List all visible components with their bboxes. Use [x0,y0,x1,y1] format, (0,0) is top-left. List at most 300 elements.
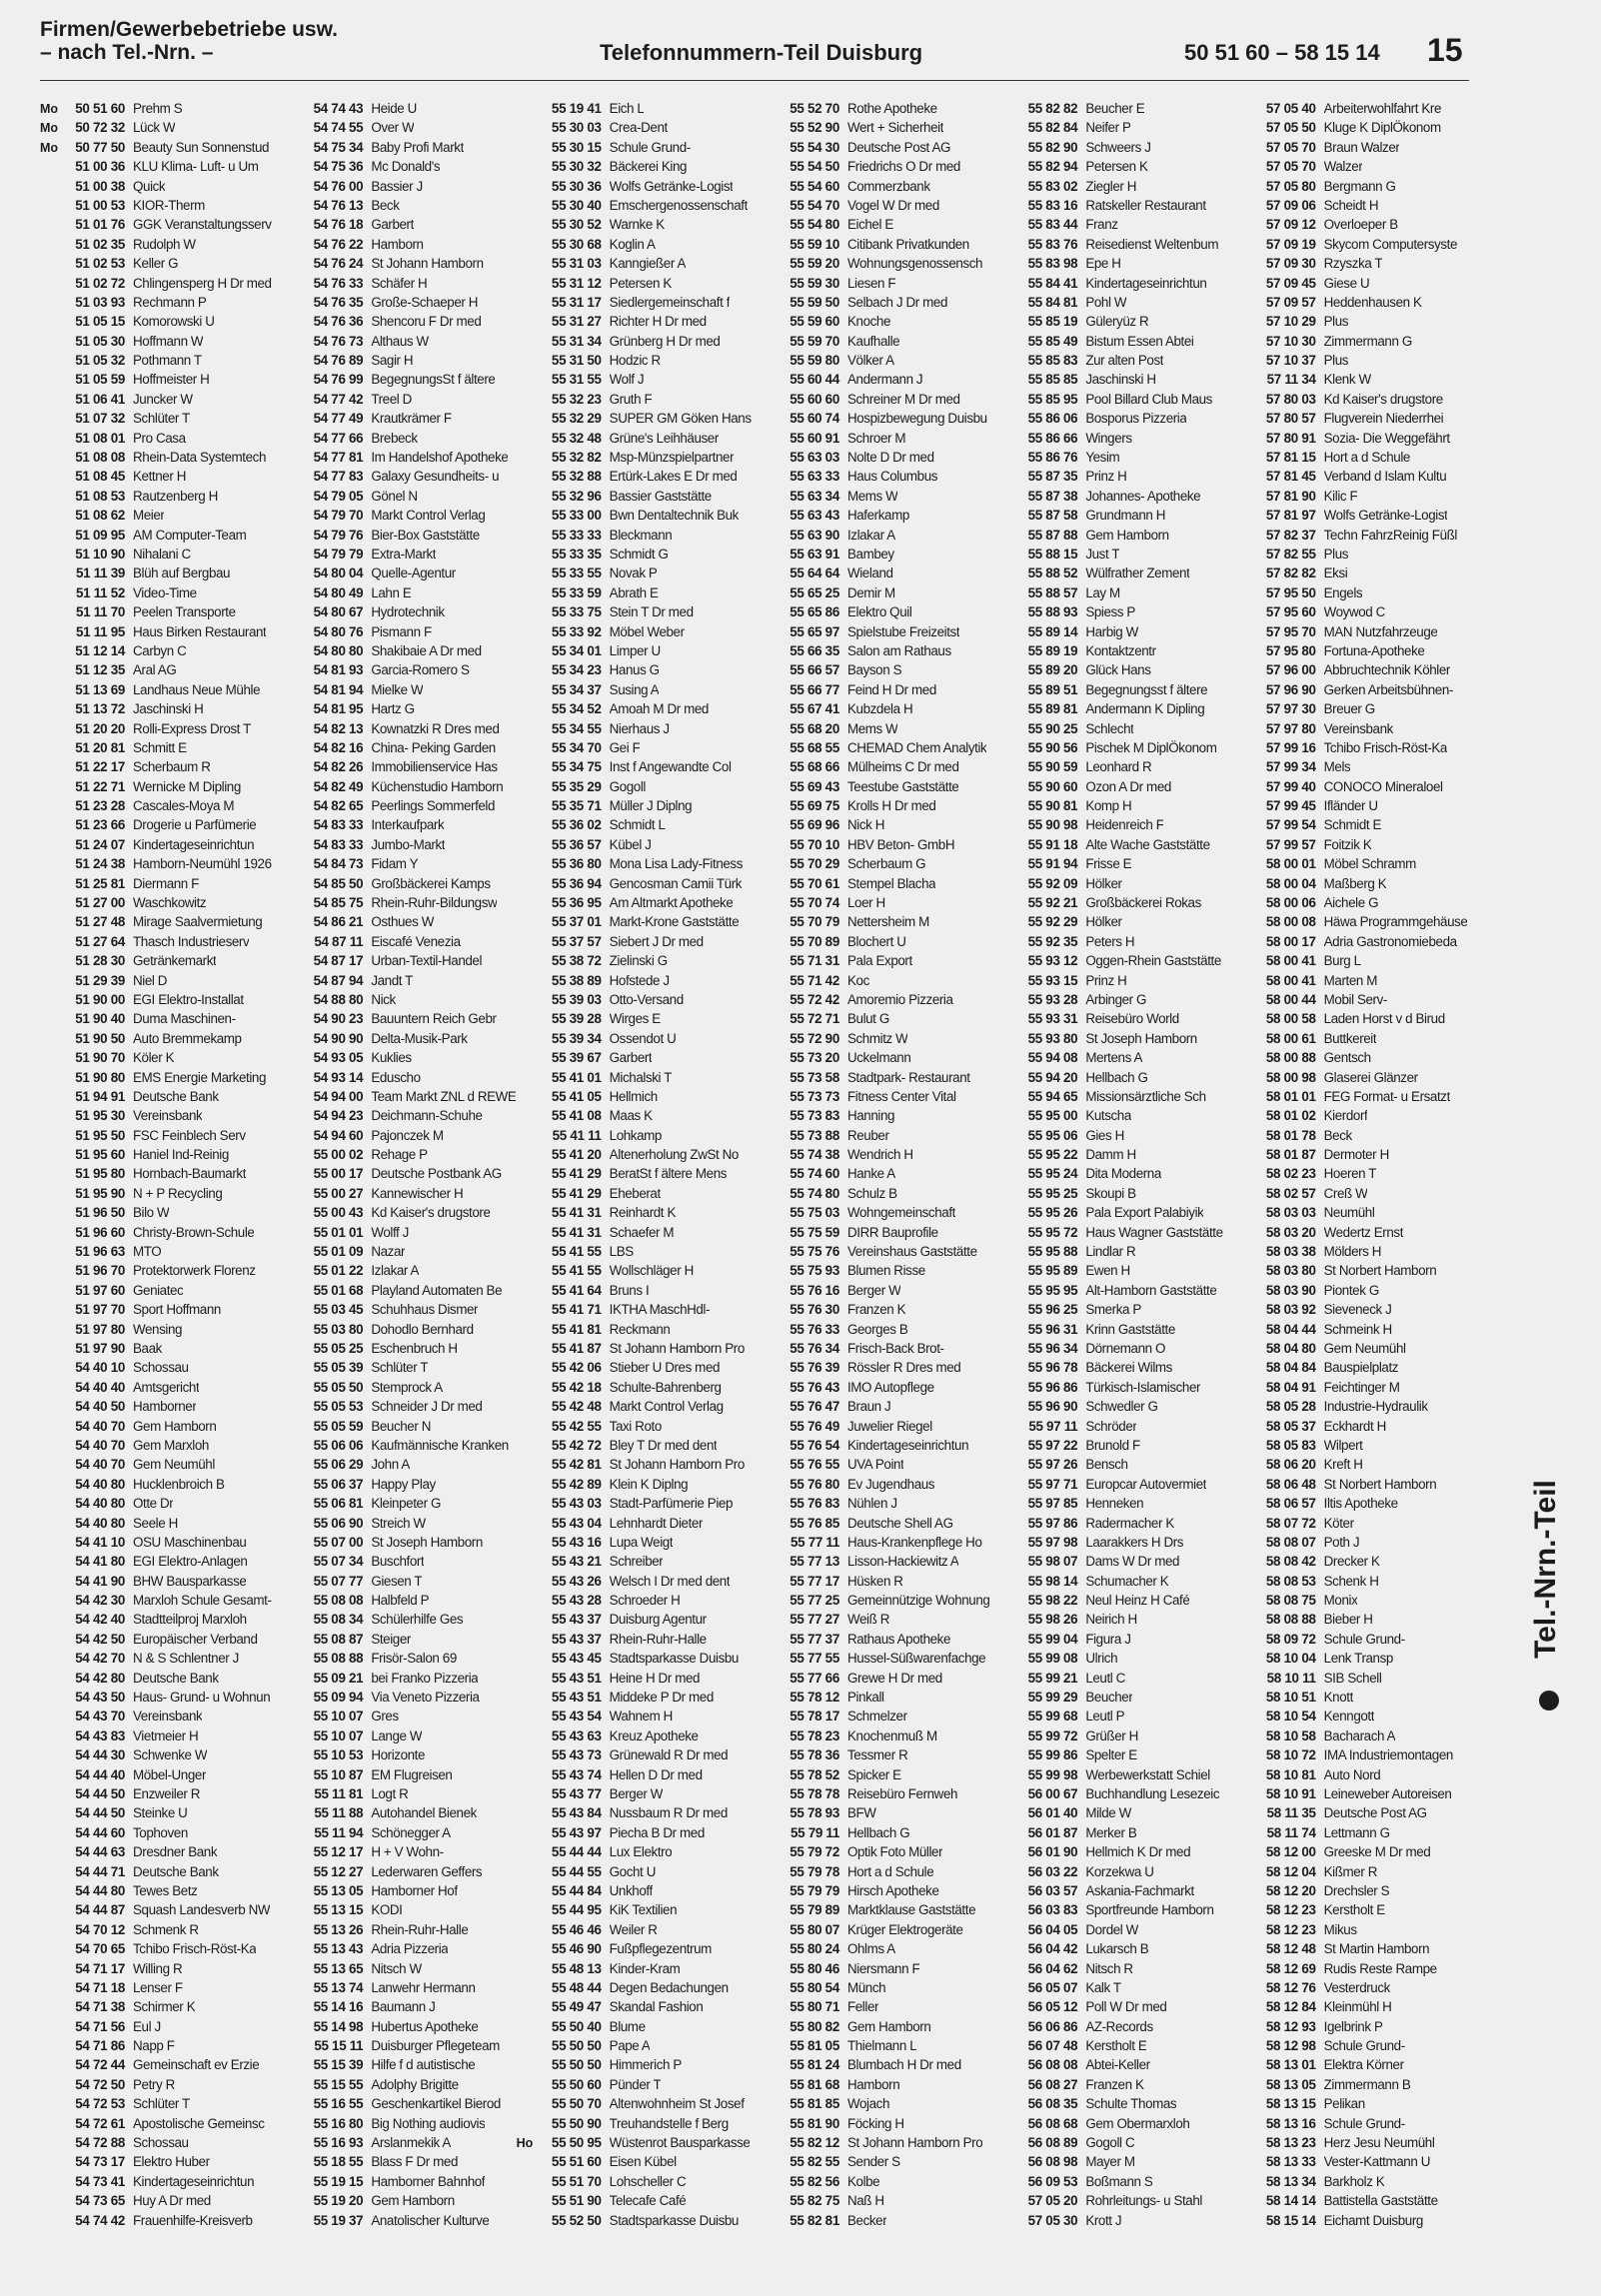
phone-number: 54 40 50 [75,1399,125,1415]
phone-number: 55 90 81 [1027,798,1078,814]
phone-number: 58 01 78 [1265,1127,1316,1143]
phone-number: 55 51 70 [551,2173,602,2189]
subscriber-name: Scherbaum R [133,759,211,775]
listing-entry [517,1145,755,1164]
subscriber-name: Gemeinnützige Wohnung [846,1593,990,1609]
phone-number: 51 95 60 [75,1147,125,1163]
subscriber-name: Kreft H [1323,1457,1363,1473]
subscriber-name: Vereinsbank [1323,720,1393,736]
listing-entry [755,1494,992,1513]
phone-number: 58 05 83 [1265,1437,1316,1453]
subscriber-name: Peerlings Sommerfeld [371,798,496,814]
subscriber-name: Hüsken R [846,1573,903,1589]
listing-entry [517,912,755,931]
listing-entry [40,1358,278,1377]
subscriber-name: Schmeink H [1323,1321,1392,1337]
subscriber-name: Schwenke W [133,1747,208,1763]
listing-entry [755,1842,992,1861]
subscriber-name: Walzer [1323,159,1363,175]
phone-number: 54 90 23 [313,1011,364,1027]
listing-entry [278,99,516,118]
subscriber-name: H + V Wohn- [371,1844,444,1860]
phone-number: 58 13 16 [1265,2115,1316,2131]
listing-entry [1231,1009,1469,1028]
listing-entry [40,390,278,409]
listing-column-1 [40,99,278,2230]
listing-entry [278,1417,516,1436]
phone-number: 55 13 15 [313,1902,364,1918]
subscriber-name: Kinder-Kram [609,1960,681,1976]
phone-number: 55 80 07 [790,1921,839,1937]
subscriber-name: Möbel Weber [609,623,685,639]
subscriber-name: Commerzbank [846,178,930,194]
phone-number: 55 82 81 [790,2212,839,2228]
listing-entry [40,118,278,137]
phone-number: 56 08 35 [1027,2096,1078,2112]
listing-entry [517,1765,755,1784]
listing-entry [1231,1745,1469,1764]
phone-number: 55 89 20 [1027,662,1078,678]
phone-number: 58 12 23 [1265,1921,1316,1937]
listing-entry [517,893,755,912]
subscriber-name: Heddenhausen K [1323,294,1422,310]
listing-entry [278,641,516,660]
listing-entry [517,409,755,428]
phone-number: 58 00 44 [1265,991,1316,1007]
listing-entry [1231,1572,1469,1591]
subscriber-name: Msp-Münzspielpartner [609,450,735,466]
phone-number: 58 13 23 [1265,2135,1316,2151]
subscriber-name: Rothe Apotheke [846,101,937,116]
phone-number: 55 41 55 [551,1263,602,1279]
phone-number: 54 86 21 [313,914,364,930]
subscriber-name: Franz [1085,217,1118,233]
phone-number: 55 01 01 [313,1224,364,1240]
phone-number: 57 80 57 [1265,411,1316,427]
phone-number: 54 76 24 [313,256,364,272]
phone-number: 55 14 98 [313,2018,364,2034]
phone-number: 55 30 68 [551,236,602,252]
phone-number: 55 43 28 [551,1593,602,1609]
phone-number: 51 97 60 [75,1282,125,1298]
phone-number: 51 90 80 [75,1069,125,1085]
listing-entry [1231,1300,1469,1319]
listing-entry [517,1669,755,1688]
phone-number: 54 94 23 [313,1108,364,1124]
phone-number: 55 07 00 [313,1534,364,1550]
subscriber-name: Prehm S [133,101,183,116]
listing-entry [1231,815,1469,834]
phone-number: 55 43 04 [551,1515,602,1531]
phone-number: 51 96 60 [75,1224,125,1240]
subscriber-name: Ossendot U [609,1030,677,1046]
subscriber-name: Stemprock A [371,1379,443,1395]
listing-entry [755,1068,992,1087]
listing-entry [517,370,755,389]
subscriber-name: St Norbert Hamborn [1323,1263,1437,1279]
subscriber-name: Unkhoff [609,1882,653,1898]
subscriber-name: Schossau [133,2135,189,2151]
listing-entry [40,1203,278,1222]
listing-entry [992,1126,1230,1145]
phone-number: 55 44 55 [551,1863,602,1879]
listing-entry [992,719,1230,738]
listing-entry [992,429,1230,448]
subscriber-name: Schmidt L [609,817,666,833]
listing-entry [755,1997,992,2016]
phone-number: 54 73 17 [75,2154,125,2170]
listing-entry [517,1223,755,1242]
subscriber-name: Kißmer R [1323,1863,1377,1879]
subscriber-name: Mems W [846,720,898,736]
subscriber-name: Hamborn [846,2076,900,2092]
subscriber-name: Schaefer M [609,1224,675,1240]
subscriber-name: FSC Feinblech Serv [133,1127,246,1143]
phone-number: 58 12 20 [1265,1882,1316,1898]
listing-entry [517,1552,755,1571]
phone-number: 55 44 84 [551,1882,602,1898]
subscriber-name: Sieveneck J [1323,1302,1392,1318]
listing-entry [517,1126,755,1145]
phone-number: 58 03 20 [1265,1224,1316,1240]
listing-entry [1231,526,1469,545]
listing-entry [517,1591,755,1610]
phone-number: 51 05 30 [75,333,125,349]
subscriber-name: Barkholz K [1323,2173,1385,2189]
phone-number: 55 43 54 [551,1709,602,1724]
subscriber-name: Abrath E [609,584,659,600]
listing-entry [1231,932,1469,951]
subscriber-name: Prinz H [1085,972,1127,988]
phone-number: 55 50 40 [551,2018,602,2034]
subscriber-name: Hydrotechnik [371,604,445,620]
subscriber-name: Shakibaie A Dr med [371,642,482,658]
phone-number: 58 00 08 [1265,914,1316,930]
subscriber-name: St Norbert Hamborn [1323,1476,1437,1492]
subscriber-name: Deutsche Post AG [846,139,950,155]
bullet-icon [1539,1691,1559,1711]
phone-number: 57 81 97 [1265,508,1316,524]
listing-entry [278,1591,516,1610]
listing-entry [1231,2075,1469,2094]
listing-entry [755,1978,992,1997]
phone-number: 55 34 55 [551,720,602,736]
subscriber-name: Quelle-Agentur [371,566,456,581]
listing-column-5 [992,99,1230,2230]
phone-number: 55 89 19 [1027,642,1078,658]
phone-number: 51 23 28 [75,798,125,814]
listing-entry [40,990,278,1009]
phone-number: 55 83 16 [1027,197,1078,213]
listing-entry [40,971,278,990]
listing-entry [755,487,992,506]
subscriber-name: Grüßer H [1085,1727,1138,1743]
phone-number: 55 92 09 [1027,875,1078,891]
phone-number: 54 42 40 [75,1612,125,1628]
listing-entry [278,699,516,718]
listing-entry [278,1320,516,1339]
subscriber-name: Schuhhaus Dismer [371,1302,479,1318]
subscriber-name: Pala Export [846,953,912,969]
phone-number: 55 32 48 [551,430,602,446]
listing-entry [517,2114,755,2133]
phone-number: 55 81 68 [790,2076,839,2092]
phone-number: 55 00 43 [313,1205,364,1221]
phone-number: 55 82 82 [1027,101,1078,116]
subscriber-name: Emschergenossenschaft [609,197,748,213]
subscriber-name: Fortuna-Apotheke [1323,642,1425,658]
listing-entry [517,2191,755,2210]
phone-number: 55 77 37 [790,1631,839,1647]
listing-entry [517,622,755,641]
phone-number: 55 43 21 [551,1554,602,1570]
phone-number: 55 43 45 [551,1651,602,1667]
subscriber-name: Blume [609,2018,646,2034]
phone-number: 54 76 13 [313,197,364,213]
phone-number: 51 10 90 [75,546,125,562]
subscriber-name: Hirsch Apotheke [846,1882,939,1898]
listing-entry [755,157,992,176]
phone-number: 57 10 30 [1265,333,1316,349]
subscriber-name: Schule Grund- [609,139,691,155]
subscriber-name: Wüstenrot Bausparkasse [609,2135,751,2151]
subscriber-name: Baby Profi Markt [371,139,464,155]
phone-number: 55 46 46 [551,1921,602,1937]
subscriber-name: Elektro Quil [846,604,912,620]
phone-number: 55 78 93 [790,1805,839,1821]
listing-entry [278,1688,516,1707]
subscriber-name: Eichamt Duisburg [1323,2212,1423,2228]
subscriber-name: Tchibo Frisch-Röst-Ka [133,1941,257,1957]
listing-entry [278,177,516,196]
listing-entry [992,1223,1230,1242]
subscriber-name: Chlingensperg H Dr med [133,275,272,291]
listing-entry [992,1514,1230,1533]
listing-entry [1231,99,1469,118]
listing-entry [1231,390,1469,409]
subscriber-name: AM Computer-Team [133,527,247,543]
phone-number: 58 13 15 [1265,2096,1316,2112]
listing-entry [755,2036,992,2055]
phone-number: 57 95 80 [1265,642,1316,658]
phone-number: 55 76 34 [790,1341,839,1356]
phone-number: 58 12 84 [1265,1999,1316,2015]
listing-entry [517,1726,755,1745]
subscriber-name: Glaserei Glänzer [1323,1069,1418,1085]
listing-entry [992,1068,1230,1087]
phone-number: 55 83 02 [1027,178,1078,194]
phone-number: 55 50 50 [551,2057,602,2073]
phone-number: 55 42 55 [551,1418,602,1434]
listing-entry [755,990,992,1009]
phone-number: 54 79 79 [313,546,364,562]
listing-entry [1231,409,1469,428]
listing-entry [755,1164,992,1183]
listing-entry [1231,1397,1469,1416]
phone-number: 55 43 37 [551,1631,602,1647]
phone-number: 55 59 60 [790,314,839,330]
subscriber-name: Markt Control Verlag [609,1399,724,1415]
phone-number: 55 34 23 [551,662,602,678]
subscriber-name: Türkisch-Islamischer [1085,1379,1201,1395]
listing-entry [278,312,516,331]
subscriber-name: Köler K [133,1050,175,1066]
subscriber-name: Schulz B [846,1185,897,1201]
subscriber-name: Schülerhilfe Ges [371,1612,464,1628]
phone-number: 58 12 23 [1265,1902,1316,1918]
listing-entry [517,1959,755,1978]
phone-number: 54 72 44 [75,2057,125,2073]
listing-entry [517,1920,755,1939]
subscriber-name: Drecker K [1323,1554,1380,1570]
listing-entry [517,641,755,660]
phone-number: 55 96 25 [1027,1302,1078,1318]
subscriber-name: Michalski T [609,1069,672,1085]
phone-number: 56 08 98 [1027,2154,1078,2170]
subscriber-name: Eul J [133,2018,161,2034]
phone-number: 55 19 20 [313,2193,364,2209]
subscriber-name: Schulte Thomas [1085,2096,1177,2112]
listing-entry [517,467,755,486]
listing-entry [755,854,992,873]
phone-number: 51 22 17 [75,759,125,775]
listing-entry [40,1164,278,1183]
listing-entry [278,2152,516,2171]
listing-entry [278,332,516,351]
phone-number: 57 09 19 [1265,236,1316,252]
listing-entry [278,1630,516,1649]
listing-entry [40,467,278,486]
subscriber-name: Hölker [1085,875,1122,891]
listing-entry [40,1126,278,1145]
phone-number: 55 72 42 [790,991,839,1007]
number-range: 50 51 60 – 58 15 14 [1184,40,1380,65]
subscriber-name: Schmelzer [846,1709,907,1724]
listing-entry [278,370,516,389]
subscriber-name: Glück Hans [1085,662,1151,678]
subscriber-name: Via Veneto Pizzeria [371,1690,480,1706]
phone-number: 55 43 51 [551,1690,602,1706]
listing-entry [755,1552,992,1571]
subscriber-name: Werbewerkstatt Schiel [1085,1766,1210,1782]
phone-number: 55 41 08 [551,1108,602,1124]
phone-number: 55 36 57 [551,836,602,852]
phone-number: 55 43 63 [551,1727,602,1743]
subscriber-name: Gres [371,1709,399,1724]
listing-entry [278,1920,516,1939]
phone-number: 55 69 75 [790,798,839,814]
phone-number: 55 70 74 [790,895,839,911]
listing-entry [40,2152,278,2171]
subscriber-name: Plus [1323,314,1349,330]
phone-number: 54 40 80 [75,1496,125,1512]
subscriber-name: Nitsch R [1085,1960,1133,1976]
listing-entry [40,138,278,157]
listing-entry [1231,1920,1469,1939]
subscriber-name: Hellmich [609,1088,658,1104]
listing-entry [517,118,755,137]
phone-number: 55 42 89 [551,1476,602,1492]
subscriber-name: Mielke W [371,681,424,697]
listing-entry [992,1203,1230,1222]
phone-number: 58 10 54 [1265,1709,1316,1724]
subscriber-name: Neul Heinz H Café [1085,1593,1190,1609]
phone-number: 55 35 71 [551,798,602,814]
subscriber-name: Schönegger A [371,1824,451,1840]
subscriber-name: St Johann Hamborn [371,256,484,272]
phone-number: 55 52 50 [551,2212,602,2228]
phone-number: 55 31 55 [551,372,602,388]
listing-entry [992,2075,1230,2094]
listing-entry [755,1610,992,1629]
phone-number: 54 40 70 [75,1437,125,1453]
subscriber-name: Jaschinski H [1085,372,1156,388]
phone-number: 55 92 21 [1027,895,1078,911]
phone-number: 54 72 53 [75,2096,125,2112]
phone-number: 55 60 91 [790,430,839,446]
listing-entry [517,1048,755,1067]
listing-entry [1231,2114,1469,2133]
phone-number: 55 98 14 [1027,1573,1078,1589]
listing-entry [278,2036,516,2055]
subscriber-name: Lettmann G [1323,1824,1390,1840]
listing-entry [278,2172,516,2191]
subscriber-name: Deutsche Bank [133,1088,219,1104]
subscriber-name: Amoah M Dr med [609,701,709,717]
phone-number: 57 09 57 [1265,294,1316,310]
subscriber-name: Quick [133,178,166,194]
subscriber-name: Vereinsbank [133,1709,203,1724]
phone-number: 55 43 84 [551,1805,602,1821]
listing-entry [1231,1823,1469,1842]
listing-entry [1231,1164,1469,1183]
subscriber-name: Piecha B Dr med [609,1824,705,1840]
listing-entry [992,1455,1230,1474]
subscriber-name: Auto Nord [1323,1766,1381,1782]
phone-number: 55 94 20 [1027,1069,1078,1085]
phone-number: 55 65 25 [790,584,839,600]
phone-number: 51 97 90 [75,1341,125,1356]
subscriber-name: Petersen K [1085,159,1148,175]
phone-number: 54 40 10 [75,1360,125,1376]
phone-number: 55 31 34 [551,333,602,349]
phone-number: 58 09 72 [1265,1631,1316,1647]
listing-entry [40,235,278,254]
phone-number: 51 94 91 [75,1088,125,1104]
phone-number: 51 95 50 [75,1127,125,1143]
subscriber-name: Rathaus Apotheke [846,1631,951,1647]
listing-entry [755,545,992,564]
subscriber-name: Hort a d Schule [846,1863,934,1879]
phone-number: 55 74 60 [790,1166,839,1182]
phone-number: 55 59 20 [790,256,839,272]
listing-entry [278,1842,516,1861]
listing-entry [992,448,1230,467]
listing-entry [40,177,278,196]
subscriber-name: Blumen Risse [846,1263,925,1279]
listing-entry [755,1823,992,1842]
phone-number: 55 89 81 [1027,701,1078,717]
phone-number: 55 43 37 [551,1612,602,1628]
subscriber-name: Buchhandlung Lesezeic [1085,1785,1220,1801]
subscriber-name: St Johann Hamborn Pro [846,2135,983,2151]
phone-number: 55 68 20 [790,720,839,736]
subscriber-name: Kuklies [371,1050,412,1066]
listing-entry [992,1552,1230,1571]
listing-entry [1231,2152,1469,2171]
subscriber-name: Askania-Fachmarkt [1085,1882,1194,1898]
phone-number: 55 63 03 [790,450,839,466]
